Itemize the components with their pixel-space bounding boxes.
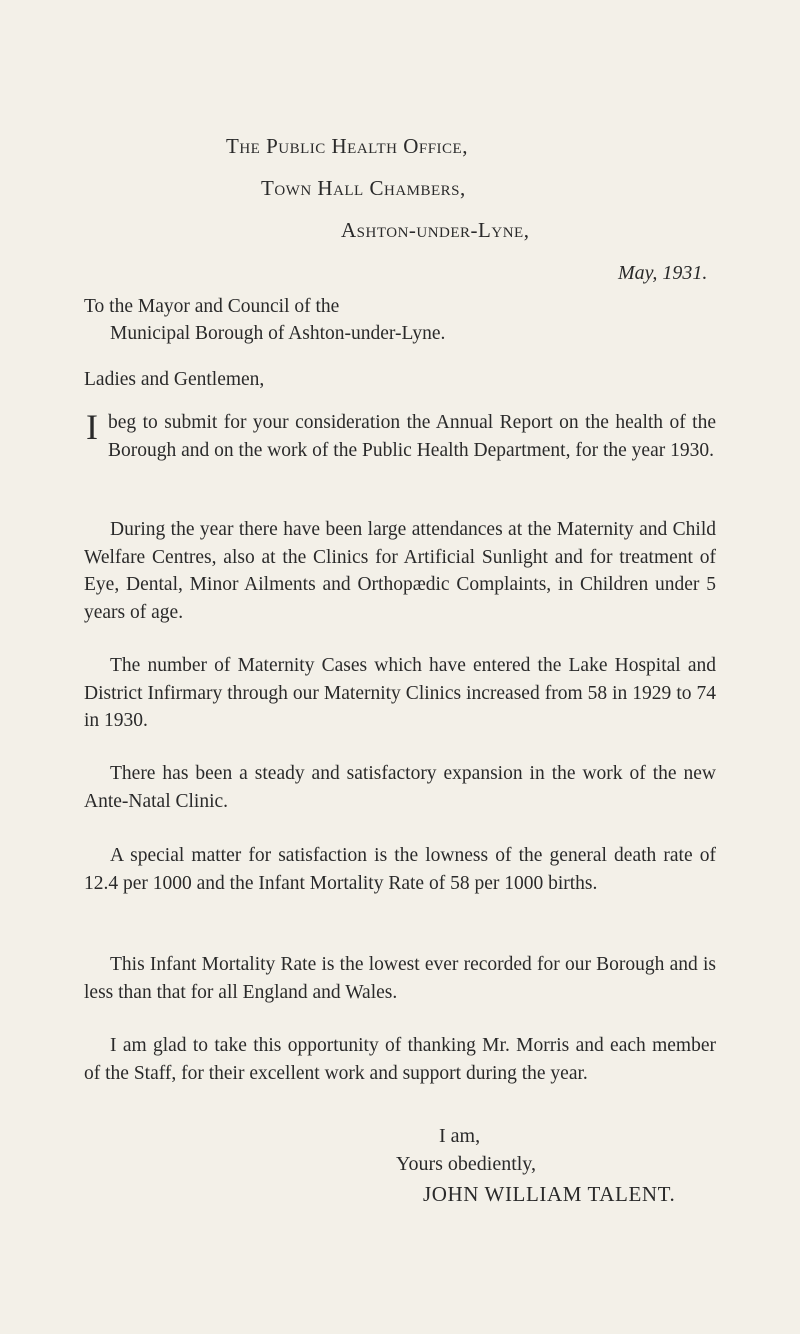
- recipient-line-1: To the Mayor and Council of the: [84, 296, 340, 317]
- signature: JOHN WILLIAM TALENT.: [423, 1182, 676, 1206]
- office-address-line-3: Ashton-under-Lyne,: [341, 218, 530, 242]
- paragraph-7: I am glad to take this opportunity of thanking Mr. Morris and each member of the Staff, for their excellent work and support during the year.: [84, 1035, 716, 1084]
- office-address-line-2: Town Hall Chambers,: [261, 176, 466, 200]
- paragraph-3: The number of Maternity Cases which have entered the Lake Hospital and District Infirmary through our Maternity Clinics increased from 58 in 1929 to 74 in 1930.: [84, 655, 716, 731]
- office-address-line-1: The Public Health Office,: [226, 134, 468, 158]
- paragraph-1-text: beg to submit for your consideration the Annual Report on the health of the Borough and on the work of the Public Health Department, for the year 1930.: [108, 412, 716, 461]
- paragraph-5: A special matter for satisfaction is the lowness of the general death rate of 12.4 per 1000 and the Infant Mortality Rate of 58 per 1000 births.: [84, 845, 716, 894]
- closing-line-2: Yours obediently,: [396, 1153, 537, 1175]
- recipient-line-2: Municipal Borough of Ashton-under-Lyne.: [110, 323, 446, 344]
- salutation: Ladies and Gentlemen,: [84, 369, 265, 390]
- closing-line-1: I am,: [439, 1125, 481, 1147]
- paragraph-1: [84, 409, 716, 464]
- drop-cap: I: [86, 407, 98, 447]
- letter-date: May, 1931.: [618, 262, 708, 284]
- paragraph-2: During the year there have been large attendances at the Maternity and Child Welfare Centres, also at the Clinics for Artificial Sunlight and for treatment of Eye, Dental, Minor Ailments and Orthopædic Complaints, in Children under 5 years of age.: [84, 519, 716, 623]
- paragraph-4: There has been a steady and satisfactory expansion in the work of the new Ante-Natal Clinic.: [84, 763, 716, 812]
- paragraph-6: This Infant Mortality Rate is the lowest ever recorded for our Borough and is less than that for all England and Wales.: [84, 954, 716, 1003]
